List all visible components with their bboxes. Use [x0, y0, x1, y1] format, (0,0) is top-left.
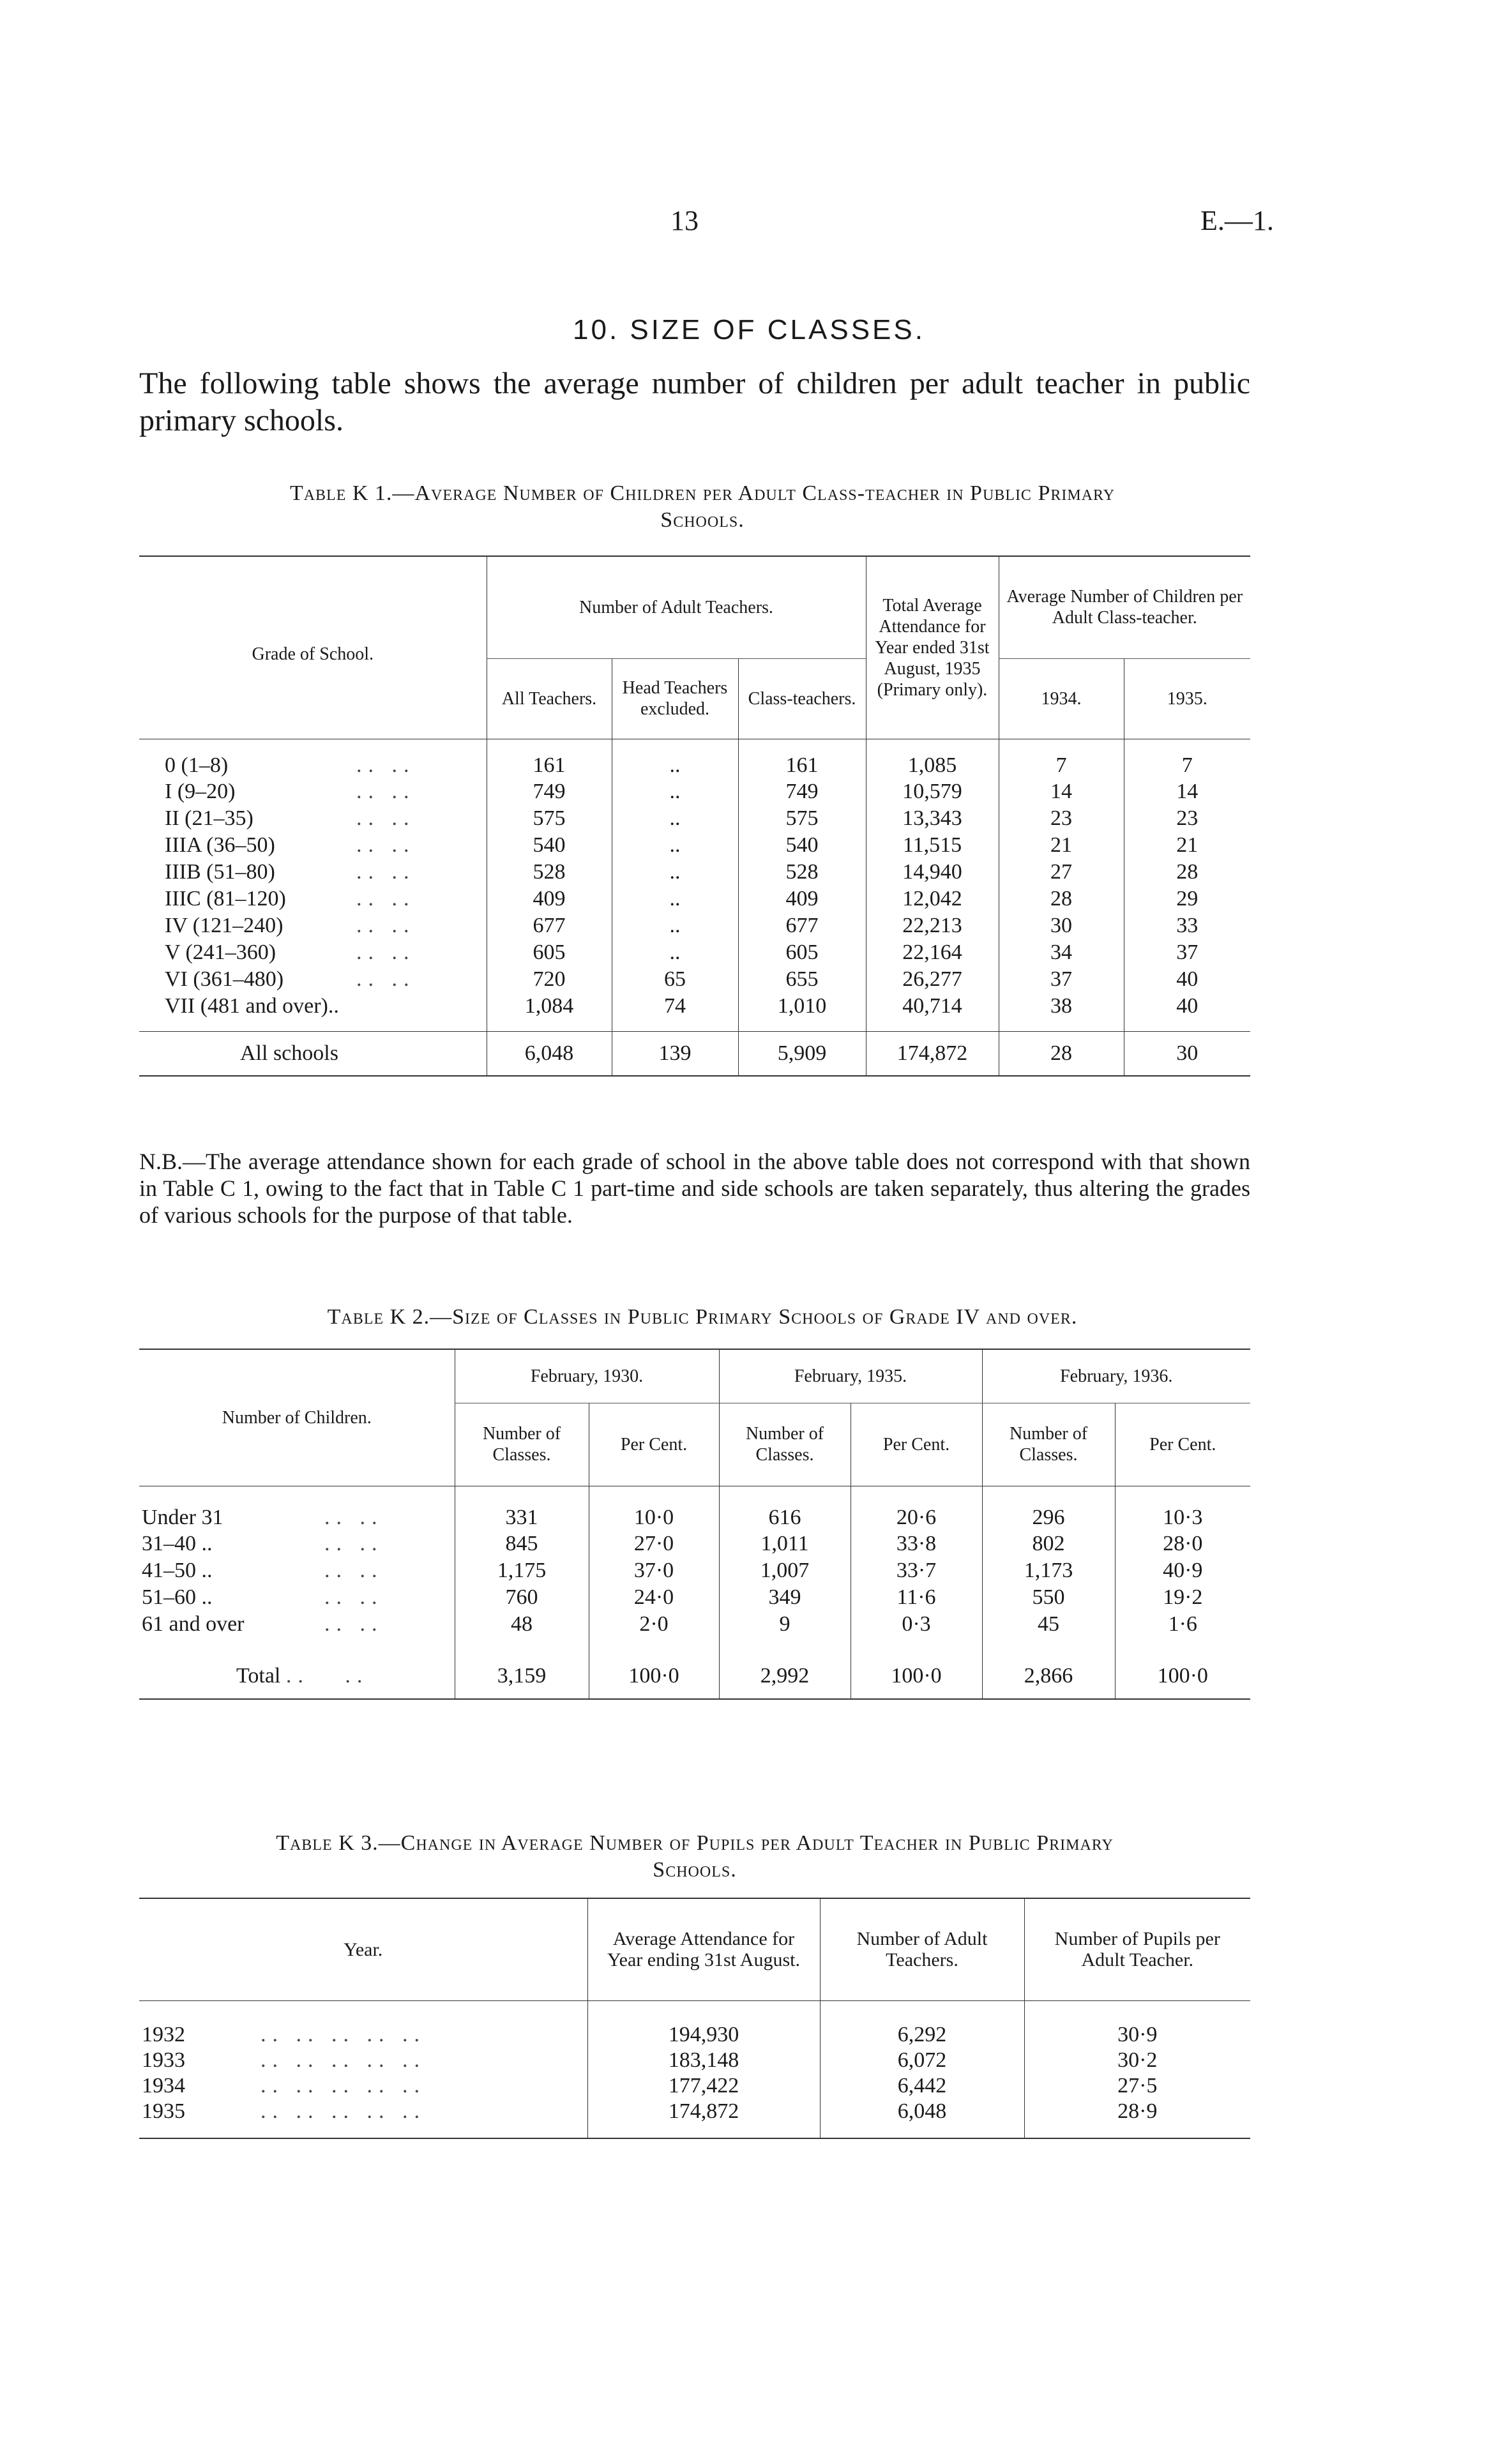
k1-grade-text: IIIB (51–80) — [165, 860, 275, 884]
k3-row — [139, 2048, 1250, 2073]
k1-cell-a1934: 14 — [999, 778, 1124, 805]
k3-row — [139, 2099, 1250, 2124]
k2-cell-c36: 296 — [982, 1486, 1115, 1531]
k3-year-text: 1935 — [142, 2099, 185, 2123]
k3-year-label: 1934 .. .. .. .. .. — [142, 2074, 426, 2097]
k2-header-feb1936: February, 1936. — [982, 1349, 1250, 1403]
k1-cell-all: 677 — [487, 912, 612, 939]
k1-cell-all: 605 — [487, 939, 612, 966]
k2-cell-c35: 1,011 — [719, 1531, 851, 1557]
k1-grade-label: IV (121–240) .. .. — [165, 914, 416, 937]
k2-cell-p30: 24·0 — [589, 1584, 719, 1611]
k1-cell-head: .. — [612, 859, 738, 886]
k1-cell-a1935: 33 — [1124, 912, 1250, 939]
k2-row-label-text: Under 31 — [142, 1506, 223, 1529]
k1-cell-att: 26,277 — [866, 966, 999, 993]
k1-grade-label: IIIA (36–50) .. .. — [165, 833, 416, 857]
k1-cell-a1935: 23 — [1124, 805, 1250, 832]
k3-year-text: 1934 — [142, 2074, 185, 2097]
k3-spacer-cell — [587, 2124, 820, 2138]
k1-cell-a1934: 34 — [999, 939, 1124, 966]
k1-grade-label: 0 (1–8) .. .. — [165, 753, 416, 777]
k2-cell-p35: 33·7 — [851, 1557, 982, 1584]
k1-cell-class: 655 — [738, 966, 866, 993]
k1-cell-head: .. — [612, 939, 738, 966]
k1-spacer-cell — [999, 1020, 1124, 1031]
k2-cell-c36: 45 — [982, 1611, 1115, 1638]
k1-cell-head: .. — [612, 739, 738, 778]
k1-header-total-attendance: Total Average Attendance for Year ended 31st August, 1935 (Primary only). — [866, 556, 999, 739]
k2-cell-c36: 1,173 — [982, 1557, 1115, 1584]
k2-body — [139, 1486, 1250, 1653]
k3-cell-teachers: 6,292 — [820, 2000, 1024, 2048]
k2-header-percent-1936: Per Cent. — [1115, 1403, 1250, 1486]
k2-total-c30: 3,159 — [455, 1653, 589, 1699]
k1-cell-head: 74 — [612, 993, 738, 1020]
k1-row — [139, 993, 1250, 1020]
k3-spacer-cell — [1024, 2124, 1250, 2138]
k1-spacer-cell — [1124, 1020, 1250, 1031]
k3-row — [139, 2073, 1250, 2099]
k2-cell-c35: 9 — [719, 1611, 851, 1638]
k3-row — [139, 2000, 1250, 2048]
k3-header-attendance: Average Attendance for Year ending 31st August. — [587, 1898, 820, 2000]
k3-header-pupils: Number of Pupils per Adult Teacher. — [1024, 1898, 1250, 2000]
k1-total-attendance: 174,872 — [866, 1031, 999, 1076]
k2-cell-p36: 40·9 — [1115, 1557, 1250, 1584]
k2-spacer-cell — [1115, 1638, 1250, 1653]
k1-grade-label: II (21–35) .. .. — [165, 806, 416, 830]
k1-cell-a1934: 7 — [999, 739, 1124, 778]
k1-total-1934: 28 — [999, 1031, 1124, 1076]
k1-cell-att: 22,213 — [866, 912, 999, 939]
table-k1-note: N.B.—The average attendance shown for each grade of school in the above table does not correspond with that shown in Table C 1, owing to the fact that in Table C 1 part-time and side schools are taken separately, thus altering the grades of various schools for the purpose of that table. — [139, 1149, 1250, 1228]
k2-total-p36: 100·0 — [1115, 1653, 1250, 1699]
k1-total-class: 5,909 — [738, 1031, 866, 1076]
k3-cell-teachers: 6,442 — [820, 2073, 1024, 2099]
k1-cell-class: 677 — [738, 912, 866, 939]
k1-cell-att: 10,579 — [866, 778, 999, 805]
k2-cell-c36: 802 — [982, 1531, 1115, 1557]
k1-grade-label: VI (361–480) .. .. — [165, 967, 416, 991]
k1-cell-att: 13,343 — [866, 805, 999, 832]
k2-cell-c35: 616 — [719, 1486, 851, 1531]
k2-cell-p36: 1·6 — [1115, 1611, 1250, 1638]
k1-cell-all: 720 — [487, 966, 612, 993]
k3-cell-pupils: 30·9 — [1024, 2000, 1250, 2048]
k1-body — [139, 739, 1250, 1031]
k1-cell-head: .. — [612, 805, 738, 832]
k1-cell-att: 40,714 — [866, 993, 999, 1020]
k1-grade-label: IIIB (51–80) .. .. — [165, 860, 416, 884]
k2-cell-p30: 2·0 — [589, 1611, 719, 1638]
k1-cell-a1935: 14 — [1124, 778, 1250, 805]
k1-cell-all: 409 — [487, 886, 612, 912]
k1-grade-label: V (241–360) .. .. — [165, 941, 416, 964]
k1-cell-all: 575 — [487, 805, 612, 832]
k3-header-year: Year. — [344, 1939, 383, 1960]
k2-total-c36: 2,866 — [982, 1653, 1115, 1699]
k2-cell-p30: 27·0 — [589, 1531, 719, 1557]
intro-paragraph: The following table shows the average number of children per adult teacher in public primary schools. — [139, 367, 1250, 437]
k1-cell-att: 1,085 — [866, 739, 999, 778]
k2-row-label: 61 and over .. .. — [142, 1612, 384, 1636]
k1-total-1935: 30 — [1124, 1031, 1250, 1076]
k1-row — [139, 832, 1250, 859]
k1-cell-att: 12,042 — [866, 886, 999, 912]
k3-spacer-cell — [139, 2124, 587, 2138]
k2-header-children: Number of Children. — [139, 1349, 455, 1486]
k2-cell-p30: 37·0 — [589, 1557, 719, 1584]
k1-grade-text: VII (481 and over).. — [165, 994, 339, 1018]
k1-grade-text: IIIA (36–50) — [165, 833, 275, 857]
k2-row-label: 31–40 .. .. .. — [142, 1532, 384, 1555]
table-k3-caption-line2: Schools. — [653, 1858, 737, 1882]
k1-spacer-cell — [139, 1020, 487, 1031]
k1-cell-head: .. — [612, 886, 738, 912]
k1-spacer-row — [139, 1020, 1250, 1031]
table-k1-caption-line2: Schools. — [660, 508, 745, 532]
k1-cell-all: 1,084 — [487, 993, 612, 1020]
k1-cell-class: 605 — [738, 939, 866, 966]
k1-cell-a1934: 27 — [999, 859, 1124, 886]
k2-row-label: 41–50 .. .. .. — [142, 1559, 384, 1582]
document-reference: E.—1. — [1200, 205, 1274, 236]
k1-grade-text: V (241–360) — [165, 941, 276, 964]
k2-row — [139, 1486, 1250, 1531]
k2-cell-c30: 48 — [455, 1611, 589, 1638]
k2-cell-p36: 19·2 — [1115, 1584, 1250, 1611]
k1-row — [139, 886, 1250, 912]
k1-header-adult-teachers: Number of Adult Teachers. — [487, 556, 866, 658]
k1-cell-a1935: 37 — [1124, 939, 1250, 966]
k2-row — [139, 1611, 1250, 1638]
k2-spacer-cell — [455, 1638, 589, 1653]
k1-grade-text: IIIC (81–120) — [165, 887, 286, 911]
k1-cell-a1935: 21 — [1124, 832, 1250, 859]
table-k2 — [139, 1349, 1250, 1700]
k1-grade-text: II (21–35) — [165, 806, 253, 830]
k3-year-text: 1933 — [142, 2048, 185, 2072]
k2-header-classes-1936: Number of Classes. — [982, 1403, 1115, 1486]
k1-cell-class: 528 — [738, 859, 866, 886]
k2-cell-p35: 0·3 — [851, 1611, 982, 1638]
k1-grade-text: VI (361–480) — [165, 967, 284, 991]
k3-cell-pupils: 27·5 — [1024, 2073, 1250, 2099]
k1-cell-head: .. — [612, 778, 738, 805]
table-k1 — [139, 556, 1250, 1077]
k1-cell-a1935: 29 — [1124, 886, 1250, 912]
k1-cell-a1934: 28 — [999, 886, 1124, 912]
k1-row — [139, 939, 1250, 966]
k1-cell-a1935: 7 — [1124, 739, 1250, 778]
table-k3 — [139, 1898, 1250, 2139]
k1-cell-att: 14,940 — [866, 859, 999, 886]
k2-spacer-cell — [139, 1638, 455, 1653]
k2-cell-p36: 10·3 — [1115, 1486, 1250, 1531]
k1-row — [139, 778, 1250, 805]
k2-cell-p36: 28·0 — [1115, 1531, 1250, 1557]
table-k2-caption: Table K 2.—Size of Classes in Public Primary Schools of Grade IV and over. — [327, 1305, 1078, 1329]
table-k3-caption — [139, 1830, 1250, 1884]
k2-spacer-cell — [719, 1638, 851, 1653]
table-k3-caption-line1: Table K 3.—Change in Average Number of Pupils per Adult Teacher in Public Primary — [276, 1831, 1114, 1855]
k1-cell-att: 11,515 — [866, 832, 999, 859]
k1-cell-head: .. — [612, 832, 738, 859]
k3-year-label: 1935 .. .. .. .. .. — [142, 2099, 426, 2123]
k2-cell-c30: 760 — [455, 1584, 589, 1611]
k2-row — [139, 1584, 1250, 1611]
k1-cell-all: 540 — [487, 832, 612, 859]
k1-cell-a1934: 21 — [999, 832, 1124, 859]
k1-cell-class: 540 — [738, 832, 866, 859]
k1-cell-head: 65 — [612, 966, 738, 993]
k2-row-label-text: 41–50 .. — [142, 1559, 213, 1582]
k2-header-classes-1935: Number of Classes. — [719, 1403, 851, 1486]
k1-cell-class: 161 — [738, 739, 866, 778]
k3-spacer-row — [139, 2124, 1250, 2138]
k3-year-label: 1932 .. .. .. .. .. — [142, 2023, 426, 2046]
k1-cell-class: 409 — [738, 886, 866, 912]
table-k1-caption-line1: Table K 1.—Average Number of Children per Adult Class-teacher in Public Primary — [289, 481, 1116, 505]
k3-cell-att: 174,872 — [587, 2099, 820, 2124]
k1-total-all: 6,048 — [487, 1031, 612, 1076]
k1-header-grade: Grade of School. — [139, 556, 487, 739]
k2-header-feb1930: February, 1930. — [455, 1349, 719, 1403]
k3-spacer-cell — [820, 2124, 1024, 2138]
page-number: 13 — [670, 205, 699, 236]
k2-total-p35: 100·0 — [851, 1653, 982, 1699]
k1-spacer-cell — [738, 1020, 866, 1031]
k2-cell-c36: 550 — [982, 1584, 1115, 1611]
k1-row — [139, 805, 1250, 832]
k2-header-feb1935: February, 1935. — [719, 1349, 982, 1403]
k1-header-avg-children: Average Number of Children per Adult Class-teacher. — [999, 556, 1250, 658]
k1-cell-class: 1,010 — [738, 993, 866, 1020]
k2-spacer-cell — [851, 1638, 982, 1653]
k1-cell-all: 161 — [487, 739, 612, 778]
k1-cell-class: 749 — [738, 778, 866, 805]
k1-spacer-cell — [866, 1020, 999, 1031]
k3-cell-att: 183,148 — [587, 2048, 820, 2073]
k1-row — [139, 859, 1250, 886]
k1-grade-text: IV (121–240) — [165, 914, 284, 937]
k2-cell-p35: 33·8 — [851, 1531, 982, 1557]
k1-total-head: 139 — [612, 1031, 738, 1076]
k1-cell-all: 749 — [487, 778, 612, 805]
k1-cell-class: 575 — [738, 805, 866, 832]
k2-row-label-text: 51–60 .. — [142, 1585, 213, 1609]
k1-cell-att: 22,164 — [866, 939, 999, 966]
k3-body — [139, 2000, 1250, 2138]
k2-cell-p35: 11·6 — [851, 1584, 982, 1611]
k1-cell-a1935: 28 — [1124, 859, 1250, 886]
k1-total-row — [139, 1031, 1250, 1076]
k1-cell-head: .. — [612, 912, 738, 939]
k1-grade-label: IIIC (81–120) .. .. — [165, 887, 416, 911]
k1-row — [139, 966, 1250, 993]
k3-cell-teachers: 6,048 — [820, 2099, 1024, 2124]
k2-total-c35: 2,992 — [719, 1653, 851, 1699]
k2-cell-p35: 20·6 — [851, 1486, 982, 1531]
k2-cell-c30: 845 — [455, 1531, 589, 1557]
k2-cell-c30: 331 — [455, 1486, 589, 1531]
k1-cell-all: 528 — [487, 859, 612, 886]
k3-cell-pupils: 28·9 — [1024, 2099, 1250, 2124]
k3-cell-pupils: 30·2 — [1024, 2048, 1250, 2073]
k2-row-label: Under 31 .. .. — [142, 1506, 384, 1529]
k2-total-label-text: Total — [236, 1663, 281, 1688]
k2-total-p30: 100·0 — [589, 1653, 719, 1699]
table-k1-caption — [160, 480, 1245, 534]
k3-year-label: 1933 .. .. .. .. .. — [142, 2048, 426, 2072]
k1-grade-text: I (9–20) — [165, 780, 236, 803]
k1-cell-a1934: 38 — [999, 993, 1124, 1020]
k1-cell-a1935: 40 — [1124, 966, 1250, 993]
k1-header-class-teachers: Class-teachers. — [738, 658, 866, 739]
section-heading: 10. SIZE OF CLASSES. — [573, 314, 925, 345]
k2-row-label: 51–60 .. .. .. — [142, 1585, 384, 1609]
k2-spacer-cell — [589, 1638, 719, 1653]
k3-cell-att: 177,422 — [587, 2073, 820, 2099]
k2-cell-c35: 349 — [719, 1584, 851, 1611]
k1-header-1935: 1935. — [1124, 658, 1250, 739]
k1-cell-a1934: 30 — [999, 912, 1124, 939]
k2-row — [139, 1531, 1250, 1557]
k1-total-label: All schools — [240, 1041, 338, 1065]
k1-header-head-excluded: Head Teachers excluded. — [612, 658, 738, 739]
k2-total-row — [139, 1653, 1250, 1699]
k2-spacer-cell — [982, 1638, 1115, 1653]
k2-row — [139, 1557, 1250, 1584]
k2-header-classes-1930: Number of Classes. — [455, 1403, 589, 1486]
k1-cell-a1934: 37 — [999, 966, 1124, 993]
k2-header-percent-1930: Per Cent. — [589, 1403, 719, 1486]
k2-cell-c35: 1,007 — [719, 1557, 851, 1584]
k1-grade-label — [139, 993, 487, 1020]
k2-spacer-row — [139, 1638, 1250, 1653]
k1-row — [139, 739, 1250, 778]
k1-row — [139, 912, 1250, 939]
k1-spacer-cell — [612, 1020, 738, 1031]
k1-cell-a1934: 23 — [999, 805, 1124, 832]
k2-cell-p30: 10·0 — [589, 1486, 719, 1531]
k3-cell-att: 194,930 — [587, 2000, 820, 2048]
k2-cell-c30: 1,175 — [455, 1557, 589, 1584]
k2-row-label-text: 61 and over — [142, 1612, 245, 1636]
k3-cell-teachers: 6,072 — [820, 2048, 1024, 2073]
k2-total-label: Total .. .. — [236, 1663, 369, 1688]
k1-grade-text: 0 (1–8) — [165, 753, 229, 777]
k1-cell-a1935: 40 — [1124, 993, 1250, 1020]
k1-grade-label: I (9–20) .. .. — [165, 780, 416, 803]
k1-header-1934: 1934. — [999, 658, 1124, 739]
k2-header-percent-1935: Per Cent. — [851, 1403, 982, 1486]
k3-year-text: 1932 — [142, 2023, 185, 2046]
k1-spacer-cell — [487, 1020, 612, 1031]
k3-header-teachers: Number of Adult Teachers. — [820, 1898, 1024, 2000]
k2-row-label-text: 31–40 .. — [142, 1532, 213, 1555]
k1-header-all-teachers: All Teachers. — [487, 658, 612, 739]
